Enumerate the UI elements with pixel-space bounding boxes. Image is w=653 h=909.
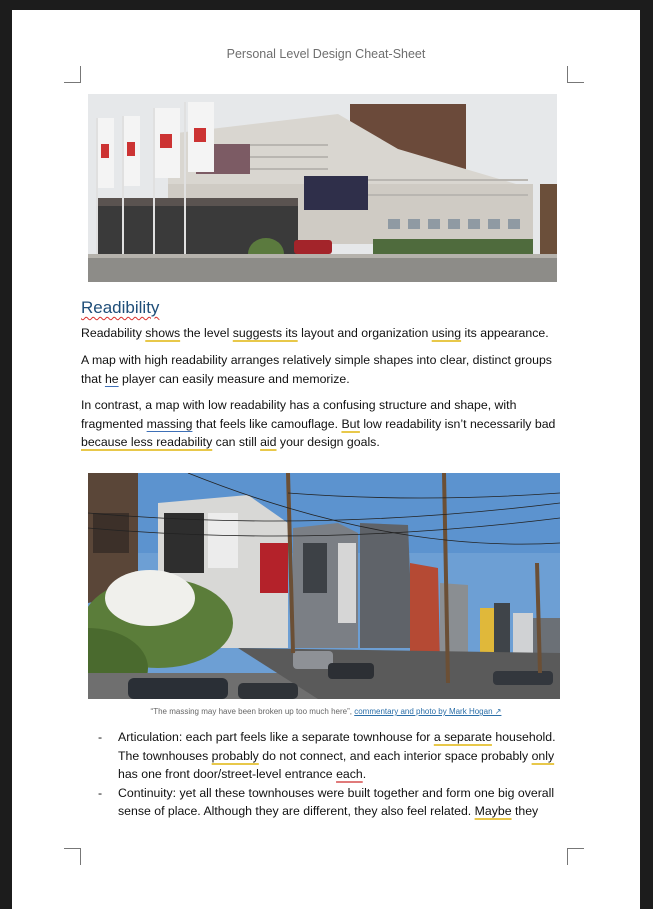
suggestion-underline[interactable]: because less readability [81,435,213,449]
text-run: layout and organization [297,326,432,340]
paragraph-3 [81,396,571,452]
text-run: they [511,804,539,818]
page-header-title: Personal Level Design Cheat-Sheet [226,47,426,61]
text-run: that feels like camouflage. [192,416,342,431]
text-run: . [362,767,367,781]
suggestion-underline[interactable]: using [431,326,462,340]
paragraph-1 [81,324,571,343]
text-run: your design goals. [276,435,380,449]
suggestion-underline[interactable]: Maybe [474,804,512,818]
paragraph-2 [81,351,571,388]
bullet-dash: - [98,785,103,800]
text-run: has one front door/street-level entrance [118,767,337,781]
suggestion-underline[interactable]: aid [260,435,277,449]
image-caption [12,707,640,716]
text-run: the level [180,326,233,340]
spelling-underline[interactable]: each [336,767,363,781]
text-run: A map with high readability arranges relatively simple shapes into clear, distinct groups that [81,353,552,386]
text-run: low readability isn’t necessarily bad [359,416,556,431]
crop-mark-bottom-right [567,848,584,865]
crop-mark-top-left [64,66,81,83]
grammar-underline[interactable]: massing [146,416,193,431]
caption-text: “The massing may have been broken up too much here”, [150,707,355,716]
section-heading: Readibility [81,298,160,317]
text-run: In contrast, a map with low readability has a confusing structure and shape, with fragmented [81,398,517,431]
grammar-underline[interactable]: he [104,371,119,386]
suggestion-underline[interactable]: suggests its [232,326,298,340]
text-run: player can easily measure and memorize. [118,371,350,386]
text-run: can still [212,435,261,449]
bullet-dash: - [98,730,103,744]
document-page [12,10,640,909]
text-run: Articulation: each part feels like a separate townhouse for [118,730,434,744]
bullet-list [98,728,572,821]
text-run: do not connect, and each interior space probably [258,748,532,763]
crop-mark-bottom-left [64,848,81,865]
text-run: its appearance. [461,326,549,340]
suggestion-underline[interactable]: shows [145,326,181,340]
list-item [98,784,572,821]
suggestion-underline[interactable]: a separate [433,730,492,744]
suggestion-underline[interactable]: probably [211,748,259,763]
text-run: Readability [81,326,146,340]
text-run: household. The townhouses [118,730,556,763]
text-run: Continuity: yet all these townhouses were built together and form one big overall sense of place. Although they are different, they also feel related. [118,785,555,818]
theater-building-photo [88,94,557,282]
suggestion-underline[interactable]: only [531,748,555,763]
townhouses-photo [88,473,560,699]
caption-link[interactable]: commentary and photo by Mark Hogan ↗ [354,707,502,716]
list-item [98,728,572,784]
suggestion-underline[interactable]: But [341,416,360,431]
crop-mark-top-right [567,66,584,83]
